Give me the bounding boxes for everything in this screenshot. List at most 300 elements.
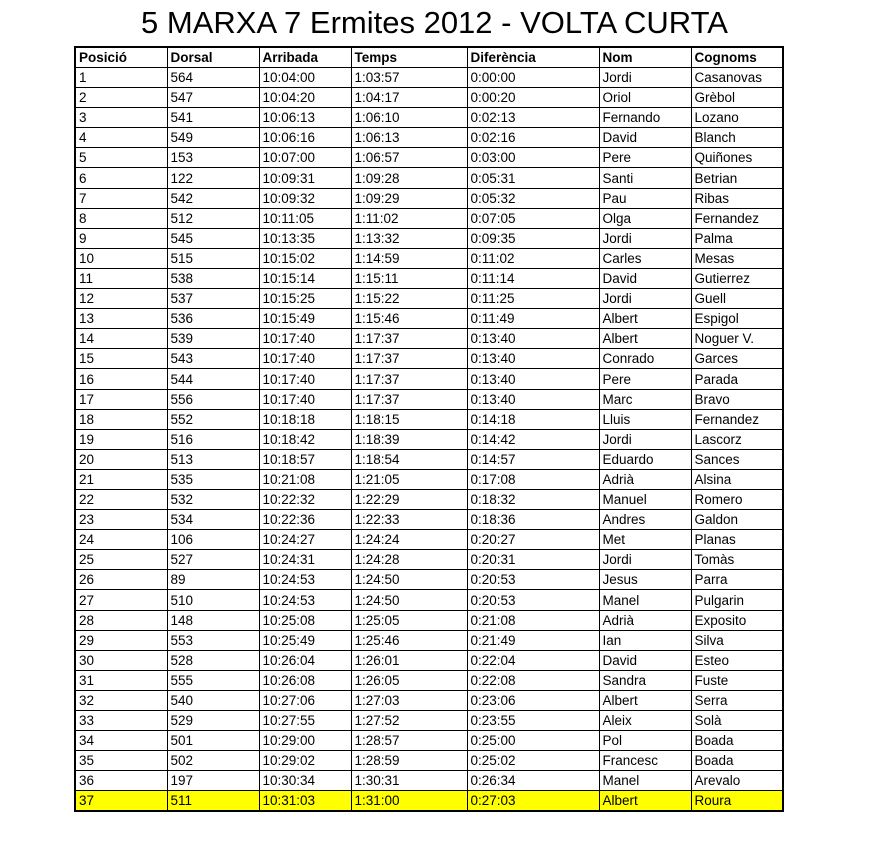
- dorsal-cell: 555: [167, 670, 259, 690]
- arrival-cell: 10:09:32: [259, 188, 351, 208]
- dorsal-cell: 542: [167, 188, 259, 208]
- position-cell: 32: [75, 690, 167, 710]
- header-row: [75, 47, 783, 68]
- surname-cell: Espigol: [691, 309, 783, 329]
- table-row: [75, 670, 783, 690]
- time-cell: 1:30:31: [351, 771, 467, 791]
- dorsal-cell: 532: [167, 489, 259, 509]
- difference-cell: 0:20:31: [467, 550, 599, 570]
- surname-cell: Galdon: [691, 510, 783, 530]
- first-name-cell: Jordi: [599, 550, 691, 570]
- arrival-cell: 10:07:00: [259, 148, 351, 168]
- surname-cell: Boada: [691, 751, 783, 771]
- first-name-cell: Lluis: [599, 409, 691, 429]
- dorsal-cell: 545: [167, 228, 259, 248]
- arrival-cell: 10:15:02: [259, 248, 351, 268]
- first-name-cell: Andres: [599, 510, 691, 530]
- surname-cell: Mesas: [691, 248, 783, 268]
- arrival-cell: 10:17:40: [259, 369, 351, 389]
- table-row: [75, 128, 783, 148]
- time-cell: 1:15:11: [351, 268, 467, 288]
- position-cell: 27: [75, 590, 167, 610]
- first-name-cell: Marc: [599, 389, 691, 409]
- dorsal-cell: 535: [167, 469, 259, 489]
- time-cell: 1:06:13: [351, 128, 467, 148]
- arrival-cell: 10:17:40: [259, 349, 351, 369]
- table-row: [75, 248, 783, 268]
- first-name-cell: Pau: [599, 188, 691, 208]
- arrival-cell: 10:24:53: [259, 590, 351, 610]
- difference-cell: 0:13:40: [467, 369, 599, 389]
- surname-cell: Roura: [691, 791, 783, 812]
- surname-cell: Esteo: [691, 650, 783, 670]
- position-cell: 33: [75, 711, 167, 731]
- first-name-cell: Olga: [599, 208, 691, 228]
- first-name-cell: Adrià: [599, 610, 691, 630]
- table-row: [75, 168, 783, 188]
- time-cell: 1:28:59: [351, 751, 467, 771]
- time-cell: 1:24:28: [351, 550, 467, 570]
- difference-cell: 0:25:02: [467, 751, 599, 771]
- table-row: [75, 148, 783, 168]
- position-cell: 24: [75, 530, 167, 550]
- page-title: 5 MARXA 7 Ermites 2012 - VOLTA CURTA: [141, 5, 728, 40]
- position-cell: 16: [75, 369, 167, 389]
- difference-cell: 0:11:25: [467, 289, 599, 309]
- position-cell: 26: [75, 570, 167, 590]
- dorsal-cell: 512: [167, 208, 259, 228]
- column-header-diferencia: Diferència: [467, 47, 599, 68]
- time-cell: 1:22:29: [351, 489, 467, 509]
- time-cell: 1:06:57: [351, 148, 467, 168]
- first-name-cell: Oriol: [599, 88, 691, 108]
- time-cell: 1:26:05: [351, 670, 467, 690]
- surname-cell: Lozano: [691, 108, 783, 128]
- surname-cell: Arevalo: [691, 771, 783, 791]
- surname-cell: Fernandez: [691, 409, 783, 429]
- table-row: [75, 389, 783, 409]
- table-row: [75, 68, 783, 88]
- table-row: [75, 409, 783, 429]
- surname-cell: Grèbol: [691, 88, 783, 108]
- difference-cell: 0:13:40: [467, 349, 599, 369]
- arrival-cell: 10:25:08: [259, 610, 351, 630]
- arrival-cell: 10:15:14: [259, 268, 351, 288]
- difference-cell: 0:26:34: [467, 771, 599, 791]
- difference-cell: 0:13:40: [467, 389, 599, 409]
- arrival-cell: 10:11:05: [259, 208, 351, 228]
- arrival-cell: 10:15:49: [259, 309, 351, 329]
- surname-cell: Boada: [691, 731, 783, 751]
- difference-cell: 0:11:02: [467, 248, 599, 268]
- arrival-cell: 10:25:49: [259, 630, 351, 650]
- dorsal-cell: 89: [167, 570, 259, 590]
- arrival-cell: 10:21:08: [259, 469, 351, 489]
- table-row: [75, 570, 783, 590]
- position-cell: 22: [75, 489, 167, 509]
- dorsal-cell: 536: [167, 309, 259, 329]
- time-cell: 1:25:46: [351, 630, 467, 650]
- first-name-cell: Sandra: [599, 670, 691, 690]
- surname-cell: Palma: [691, 228, 783, 248]
- time-cell: 1:04:17: [351, 88, 467, 108]
- arrival-cell: 10:09:31: [259, 168, 351, 188]
- column-header-nom: Nom: [599, 47, 691, 68]
- time-cell: 1:24:50: [351, 570, 467, 590]
- surname-cell: Parada: [691, 369, 783, 389]
- first-name-cell: Jordi: [599, 68, 691, 88]
- arrival-cell: 10:24:53: [259, 570, 351, 590]
- arrival-cell: 10:04:20: [259, 88, 351, 108]
- arrival-cell: 10:13:35: [259, 228, 351, 248]
- position-cell: 31: [75, 670, 167, 690]
- position-cell: 12: [75, 289, 167, 309]
- dorsal-cell: 556: [167, 389, 259, 409]
- dorsal-cell: 543: [167, 349, 259, 369]
- first-name-cell: Eduardo: [599, 449, 691, 469]
- table-row: [75, 690, 783, 710]
- dorsal-cell: 510: [167, 590, 259, 610]
- table-row: [75, 469, 783, 489]
- position-cell: 4: [75, 128, 167, 148]
- results-table: [74, 46, 784, 812]
- difference-cell: 0:17:08: [467, 469, 599, 489]
- table-row: [75, 108, 783, 128]
- arrival-cell: 10:04:00: [259, 68, 351, 88]
- time-cell: 1:27:52: [351, 711, 467, 731]
- dorsal-cell: 552: [167, 409, 259, 429]
- arrival-cell: 10:15:25: [259, 289, 351, 309]
- first-name-cell: Jesus: [599, 570, 691, 590]
- difference-cell: 0:23:06: [467, 690, 599, 710]
- position-cell: 19: [75, 429, 167, 449]
- difference-cell: 0:18:32: [467, 489, 599, 509]
- arrival-cell: 10:18:42: [259, 429, 351, 449]
- position-cell: 34: [75, 731, 167, 751]
- table-row: [75, 289, 783, 309]
- table-row: [75, 329, 783, 349]
- first-name-cell: Aleix: [599, 711, 691, 731]
- first-name-cell: Santi: [599, 168, 691, 188]
- time-cell: 1:27:03: [351, 690, 467, 710]
- difference-cell: 0:20:53: [467, 570, 599, 590]
- surname-cell: Garces: [691, 349, 783, 369]
- dorsal-cell: 539: [167, 329, 259, 349]
- surname-cell: Parra: [691, 570, 783, 590]
- table-row: [75, 530, 783, 550]
- first-name-cell: Carles: [599, 248, 691, 268]
- time-cell: 1:18:54: [351, 449, 467, 469]
- dorsal-cell: 527: [167, 550, 259, 570]
- time-cell: 1:18:39: [351, 429, 467, 449]
- table-row: [75, 449, 783, 469]
- position-cell: 17: [75, 389, 167, 409]
- arrival-cell: 10:27:06: [259, 690, 351, 710]
- dorsal-cell: 540: [167, 690, 259, 710]
- dorsal-cell: 511: [167, 791, 259, 812]
- first-name-cell: Albert: [599, 690, 691, 710]
- column-header-posicio: Posició: [75, 47, 167, 68]
- dorsal-cell: 538: [167, 268, 259, 288]
- time-cell: 1:18:15: [351, 409, 467, 429]
- time-cell: 1:25:05: [351, 610, 467, 630]
- table-row: [75, 510, 783, 530]
- arrival-cell: 10:17:40: [259, 389, 351, 409]
- time-cell: 1:14:59: [351, 248, 467, 268]
- time-cell: 1:17:37: [351, 349, 467, 369]
- position-cell: 7: [75, 188, 167, 208]
- time-cell: 1:09:29: [351, 188, 467, 208]
- table-row: [75, 791, 783, 812]
- column-header-dorsal: Dorsal: [167, 47, 259, 68]
- position-cell: 9: [75, 228, 167, 248]
- first-name-cell: David: [599, 650, 691, 670]
- difference-cell: 0:21:49: [467, 630, 599, 650]
- first-name-cell: Conrado: [599, 349, 691, 369]
- surname-cell: Ribas: [691, 188, 783, 208]
- table-row: [75, 208, 783, 228]
- first-name-cell: Ian: [599, 630, 691, 650]
- difference-cell: 0:02:13: [467, 108, 599, 128]
- position-cell: 2: [75, 88, 167, 108]
- difference-cell: 0:05:31: [467, 168, 599, 188]
- difference-cell: 0:21:08: [467, 610, 599, 630]
- first-name-cell: Manuel: [599, 489, 691, 509]
- dorsal-cell: 564: [167, 68, 259, 88]
- difference-cell: 0:22:04: [467, 650, 599, 670]
- first-name-cell: Met: [599, 530, 691, 550]
- position-cell: 28: [75, 610, 167, 630]
- difference-cell: 0:20:27: [467, 530, 599, 550]
- arrival-cell: 10:30:34: [259, 771, 351, 791]
- arrival-cell: 10:26:04: [259, 650, 351, 670]
- position-cell: 37: [75, 791, 167, 812]
- position-cell: 3: [75, 108, 167, 128]
- difference-cell: 0:25:00: [467, 731, 599, 751]
- difference-cell: 0:20:53: [467, 590, 599, 610]
- arrival-cell: 10:18:18: [259, 409, 351, 429]
- difference-cell: 0:07:05: [467, 208, 599, 228]
- dorsal-cell: 513: [167, 449, 259, 469]
- time-cell: 1:03:57: [351, 68, 467, 88]
- position-cell: 13: [75, 309, 167, 329]
- surname-cell: Quiñones: [691, 148, 783, 168]
- surname-cell: Guell: [691, 289, 783, 309]
- time-cell: 1:26:01: [351, 650, 467, 670]
- dorsal-cell: 106: [167, 530, 259, 550]
- difference-cell: 0:05:32: [467, 188, 599, 208]
- position-cell: 14: [75, 329, 167, 349]
- time-cell: 1:11:02: [351, 208, 467, 228]
- time-cell: 1:17:37: [351, 389, 467, 409]
- time-cell: 1:21:05: [351, 469, 467, 489]
- difference-cell: 0:11:14: [467, 268, 599, 288]
- dorsal-cell: 197: [167, 771, 259, 791]
- table-row: [75, 228, 783, 248]
- dorsal-cell: 529: [167, 711, 259, 731]
- first-name-cell: David: [599, 268, 691, 288]
- position-cell: 21: [75, 469, 167, 489]
- column-header-temps: Temps: [351, 47, 467, 68]
- surname-cell: Casanovas: [691, 68, 783, 88]
- arrival-cell: 10:24:31: [259, 550, 351, 570]
- first-name-cell: Adrià: [599, 469, 691, 489]
- time-cell: 1:06:10: [351, 108, 467, 128]
- difference-cell: 0:00:20: [467, 88, 599, 108]
- table-row: [75, 369, 783, 389]
- time-cell: 1:13:32: [351, 228, 467, 248]
- arrival-cell: 10:29:00: [259, 731, 351, 751]
- dorsal-cell: 153: [167, 148, 259, 168]
- dorsal-cell: 516: [167, 429, 259, 449]
- dorsal-cell: 537: [167, 289, 259, 309]
- table-row: [75, 268, 783, 288]
- dorsal-cell: 148: [167, 610, 259, 630]
- table-row: [75, 771, 783, 791]
- position-cell: 25: [75, 550, 167, 570]
- surname-cell: Blanch: [691, 128, 783, 148]
- position-cell: 18: [75, 409, 167, 429]
- surname-cell: Fuste: [691, 670, 783, 690]
- results-body: [75, 68, 783, 812]
- time-cell: 1:28:57: [351, 731, 467, 751]
- difference-cell: 0:27:03: [467, 791, 599, 812]
- dorsal-cell: 502: [167, 751, 259, 771]
- difference-cell: 0:09:35: [467, 228, 599, 248]
- arrival-cell: 10:31:03: [259, 791, 351, 812]
- table-row: [75, 550, 783, 570]
- time-cell: 1:22:33: [351, 510, 467, 530]
- table-row: [75, 188, 783, 208]
- position-cell: 15: [75, 349, 167, 369]
- column-header-cognoms: Cognoms: [691, 47, 783, 68]
- first-name-cell: Manel: [599, 771, 691, 791]
- position-cell: 23: [75, 510, 167, 530]
- difference-cell: 0:22:08: [467, 670, 599, 690]
- position-cell: 8: [75, 208, 167, 228]
- arrival-cell: 10:24:27: [259, 530, 351, 550]
- table-row: [75, 711, 783, 731]
- table-row: [75, 630, 783, 650]
- first-name-cell: Pere: [599, 369, 691, 389]
- arrival-cell: 10:22:36: [259, 510, 351, 530]
- difference-cell: 0:14:57: [467, 449, 599, 469]
- position-cell: 35: [75, 751, 167, 771]
- surname-cell: Fernandez: [691, 208, 783, 228]
- arrival-cell: 10:26:08: [259, 670, 351, 690]
- surname-cell: Planas: [691, 530, 783, 550]
- surname-cell: Serra: [691, 690, 783, 710]
- position-cell: 1: [75, 68, 167, 88]
- arrival-cell: 10:18:57: [259, 449, 351, 469]
- surname-cell: Solà: [691, 711, 783, 731]
- dorsal-cell: 515: [167, 248, 259, 268]
- first-name-cell: Fernando: [599, 108, 691, 128]
- position-cell: 29: [75, 630, 167, 650]
- table-row: [75, 590, 783, 610]
- time-cell: 1:17:37: [351, 329, 467, 349]
- surname-cell: Noguer V.: [691, 329, 783, 349]
- difference-cell: 0:03:00: [467, 148, 599, 168]
- table-row: [75, 610, 783, 630]
- dorsal-cell: 528: [167, 650, 259, 670]
- difference-cell: 0:14:18: [467, 409, 599, 429]
- dorsal-cell: 547: [167, 88, 259, 108]
- time-cell: 1:15:22: [351, 289, 467, 309]
- surname-cell: Alsina: [691, 469, 783, 489]
- position-cell: 30: [75, 650, 167, 670]
- difference-cell: 0:02:16: [467, 128, 599, 148]
- first-name-cell: Albert: [599, 309, 691, 329]
- table-row: [75, 751, 783, 771]
- dorsal-cell: 501: [167, 731, 259, 751]
- arrival-cell: 10:17:40: [259, 329, 351, 349]
- dorsal-cell: 549: [167, 128, 259, 148]
- time-cell: 1:24:24: [351, 530, 467, 550]
- table-row: [75, 349, 783, 369]
- dorsal-cell: 534: [167, 510, 259, 530]
- surname-cell: Silva: [691, 630, 783, 650]
- position-cell: 5: [75, 148, 167, 168]
- first-name-cell: Manel: [599, 590, 691, 610]
- difference-cell: 0:18:36: [467, 510, 599, 530]
- arrival-cell: 10:06:13: [259, 108, 351, 128]
- first-name-cell: Pol: [599, 731, 691, 751]
- first-name-cell: Albert: [599, 791, 691, 812]
- surname-cell: Sances: [691, 449, 783, 469]
- arrival-cell: 10:22:32: [259, 489, 351, 509]
- table-row: [75, 429, 783, 449]
- surname-cell: Exposito: [691, 610, 783, 630]
- position-cell: 10: [75, 248, 167, 268]
- dorsal-cell: 544: [167, 369, 259, 389]
- table-row: [75, 731, 783, 751]
- difference-cell: 0:11:49: [467, 309, 599, 329]
- arrival-cell: 10:29:02: [259, 751, 351, 771]
- difference-cell: 0:23:55: [467, 711, 599, 731]
- surname-cell: Tomàs: [691, 550, 783, 570]
- time-cell: 1:17:37: [351, 369, 467, 389]
- table-row: [75, 88, 783, 108]
- time-cell: 1:24:50: [351, 590, 467, 610]
- surname-cell: Pulgarin: [691, 590, 783, 610]
- position-cell: 11: [75, 268, 167, 288]
- table-row: [75, 309, 783, 329]
- arrival-cell: 10:06:16: [259, 128, 351, 148]
- difference-cell: 0:13:40: [467, 329, 599, 349]
- surname-cell: Gutierrez: [691, 268, 783, 288]
- table-row: [75, 489, 783, 509]
- position-cell: 6: [75, 168, 167, 188]
- first-name-cell: Jordi: [599, 429, 691, 449]
- surname-cell: Romero: [691, 489, 783, 509]
- dorsal-cell: 122: [167, 168, 259, 188]
- first-name-cell: Albert: [599, 329, 691, 349]
- dorsal-cell: 541: [167, 108, 259, 128]
- surname-cell: Bravo: [691, 389, 783, 409]
- position-cell: 36: [75, 771, 167, 791]
- time-cell: 1:31:00: [351, 791, 467, 812]
- first-name-cell: Francesc: [599, 751, 691, 771]
- column-header-arribada: Arribada: [259, 47, 351, 68]
- surname-cell: Lascorz: [691, 429, 783, 449]
- table-row: [75, 650, 783, 670]
- arrival-cell: 10:27:55: [259, 711, 351, 731]
- difference-cell: 0:14:42: [467, 429, 599, 449]
- first-name-cell: Jordi: [599, 228, 691, 248]
- time-cell: 1:09:28: [351, 168, 467, 188]
- surname-cell: Betrian: [691, 168, 783, 188]
